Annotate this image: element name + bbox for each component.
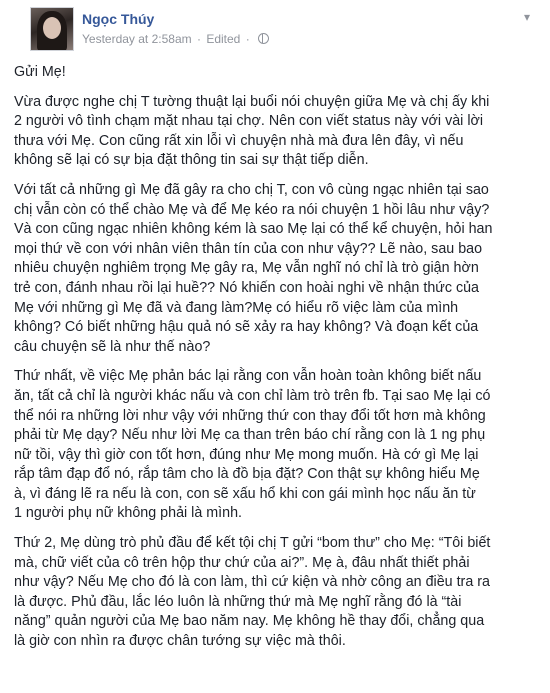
paragraph-line: mọi thứ về con với nhân viên thân tín của con như vậy?? Lẽ nào, sau bao xyxy=(14,240,483,257)
paragraph-line: ăn, tất cả chỉ là người khác nấu và con chỉ làm trò trên fb. Tại sao Mẹ lại có xyxy=(14,387,491,404)
post-meta xyxy=(82,32,269,46)
post-paragraph xyxy=(14,63,534,83)
paragraph-line: là được. Phủ đầu, lắc léo luôn là những thứ mà Mẹ nghĩ rằng đó là “tài xyxy=(14,593,462,610)
paragraph-line: rắp tâm đạp đổ nó, rắp tâm cho là đồ bịa đặt? Con thật sự không hiểu Mẹ xyxy=(14,466,480,483)
paragraph-line: Và con cũng ngạc nhiên không kém là sao Mẹ lại có thể kể chuyện, hỏi han xyxy=(14,221,493,238)
paragraph-line: Thứ 2, Mẹ dùng trò phủ đầu để kết tội chị T gửi “bom thư” cho Mẹ: “Tôi biết xyxy=(14,535,491,552)
paragraph-line: Vừa được nghe chị T tường thuật lại buổi nói chuyện giữa Mẹ và chị ấy khi xyxy=(14,93,490,110)
author-name[interactable]: Ngọc Thúy xyxy=(82,11,155,27)
paragraph-line: Gửi Mẹ! xyxy=(14,64,66,80)
post-paragraph xyxy=(14,367,534,524)
paragraph-line: 1 người phụ nữ không phải là mình. xyxy=(14,505,243,522)
post-paragraph xyxy=(14,181,534,357)
post-header xyxy=(16,0,540,58)
paragraph-line: Thứ nhất, về việc Mẹ phản bác lại rằng con vẫn hoàn toàn không biết nấu xyxy=(14,368,482,385)
paragraph-line: trẻ con, đánh nhau rồi lại huề?? Nó khiến con hoài nghi về nhận thức của xyxy=(14,279,480,296)
edited-label[interactable]: Edited xyxy=(206,32,241,46)
paragraph-line: mà, chữ viết của cô trên hộp thư chứ của ai?”. Mẹ à, đâu nhất thiết phải xyxy=(14,554,470,571)
post-body xyxy=(14,63,534,662)
paragraph-line: thưa với Mẹ. Con cũng rất xin lỗi vì chuyện nhà mà đưa lên đây, vì nếu xyxy=(14,132,464,149)
paragraph-line: không? Có biết những hậu quả nó sẽ xảy ra hay không? Và đoạn kết của xyxy=(14,319,479,336)
post-paragraph xyxy=(14,534,534,652)
meta-separator: · xyxy=(196,32,201,46)
paragraph-line: câu chuyện sẽ là như thế nào? xyxy=(14,338,211,355)
paragraph-line: 2 người vô tình chạm mặt nhau tại chợ. Nên con viết status này với vài lời xyxy=(14,113,484,130)
paragraph-line: nhiêu chuyện nghiêm trọng Mẹ gây ra, Mẹ vẫn nghĩ nó chỉ là trò giận hờn xyxy=(14,260,479,277)
post-timestamp[interactable]: Yesterday at 2:58am xyxy=(82,32,192,46)
paragraph-line: như vậy? Nếu Mẹ cho đó là con làm, thì cứ kiện và nhờ công an điều tra ra xyxy=(14,574,490,591)
avatar[interactable] xyxy=(30,7,74,51)
paragraph-line: phải từ Mẹ dạy? Nếu như lời Mẹ ca than trên báo chí rằng con là 1 ng phụ xyxy=(14,427,486,444)
paragraph-line: là giờ con nhìn ra được chân tướng sự việc mà thôi. xyxy=(14,633,346,650)
chevron-down-icon[interactable]: ▾ xyxy=(523,10,530,24)
paragraph-line: nữ tồi, vậy thì giờ con tốt hơn, đúng như Mẹ mong muốn. Hà cớ gì Mẹ lại xyxy=(14,446,479,463)
paragraph-line: Với tất cả những gì Mẹ đã gây ra cho chị T, con vô cùng ngạc nhiên tại sao xyxy=(14,181,489,198)
paragraph-line: chị vẫn còn có thể chào Mẹ và để Mẹ kéo ra nói chuyện 1 hồi lâu như vậy? xyxy=(14,201,490,218)
post-paragraph xyxy=(14,93,534,171)
paragraph-line: à, vì đáng lẽ ra nếu là con, con sẽ xấu hổ khi con gái mình học nấu ăn từ xyxy=(14,485,476,502)
meta-dot: · xyxy=(245,32,250,46)
paragraph-line: không sẽ lại có sự bịa đặt thông tin sai sự thật tiếp diễn. xyxy=(14,152,369,169)
globe-icon[interactable] xyxy=(258,33,269,44)
paragraph-line: thể nói ra những lời như vậy với những thứ con thay đổi tốt hơn mà không xyxy=(14,407,486,424)
paragraph-line: Mẹ với những gì Mẹ đã và đang làm?Mẹ có hiểu rõ việc làm của mình xyxy=(14,299,459,316)
paragraph-line: năng” quản người của Mẹ bao năm nay. Mẹ không hề thay đổi, chẳng qua xyxy=(14,613,485,630)
